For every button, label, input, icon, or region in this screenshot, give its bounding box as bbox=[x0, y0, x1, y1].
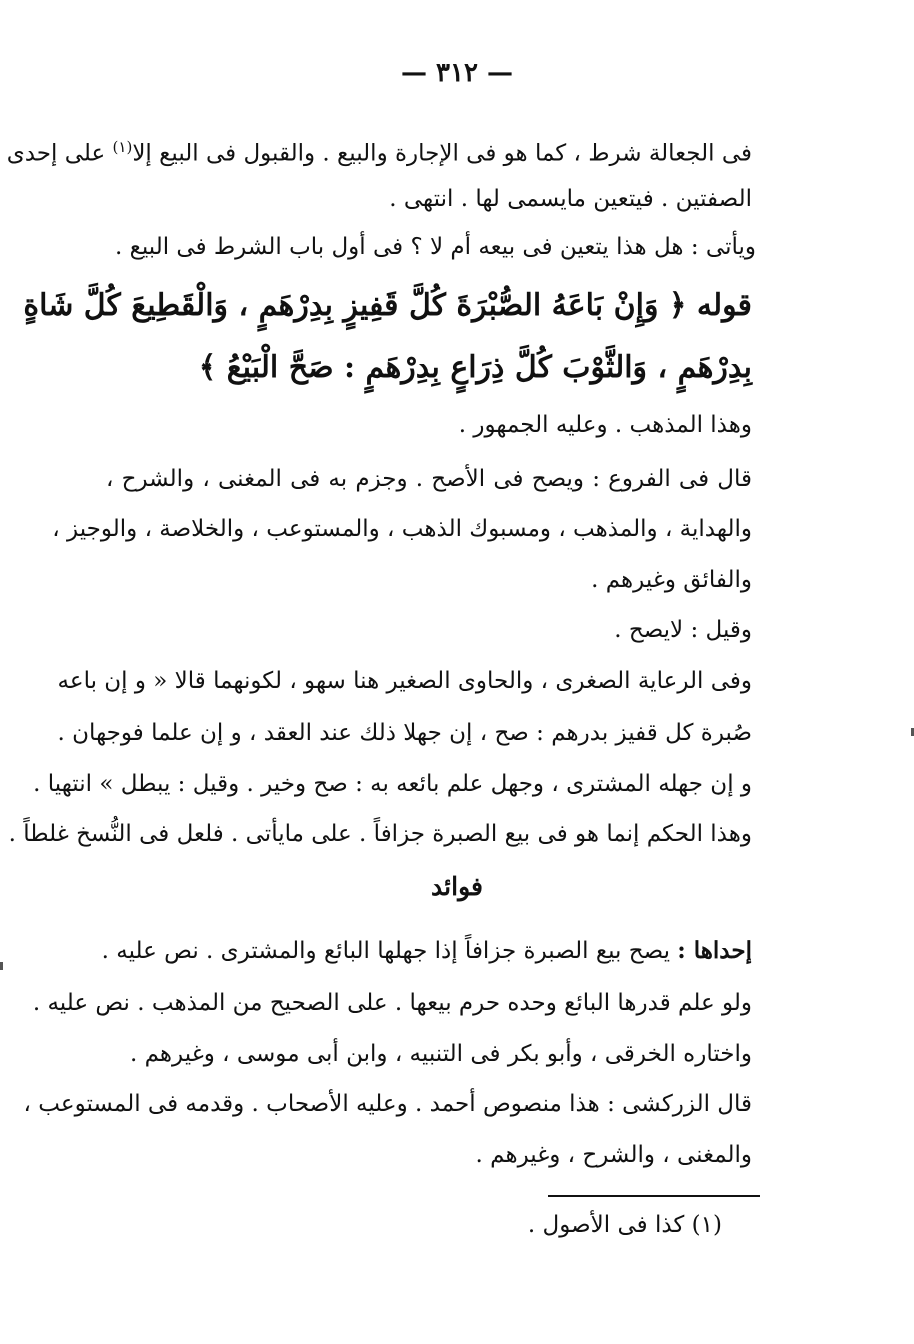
benefit-line-3: واختاره الخرقى ، وأبو بكر فى التنبيه ، وابن أبى موسى ، وغيرهم . bbox=[130, 1041, 752, 1067]
text-line-7: قال فى الفروع : ويصح فى الأصح . وجزم به فى المغنى ، والشرح ، bbox=[106, 466, 752, 492]
benefit-line-5: والمغنى ، والشرح ، وغيرهم . bbox=[475, 1142, 752, 1168]
text-line-8: والهداية ، والمذهب ، ومسبوك الذهب ، والمستوعب ، والخلاصة ، والوجيز ، bbox=[52, 516, 752, 542]
benefit-line-4: قال الزركشى : هذا منصوص أحمد . وعليه الأصحاب . وقدمه فى المستوعب ، bbox=[23, 1091, 752, 1117]
quoted-matn-line-2: بِدِرْهَمٍ ، وَالثَّوْبَ كُلَّ ذِرَاعٍ بِدِرْهَمٍ : صَحَّ الْبَيْعُ ﴾ bbox=[198, 350, 752, 385]
footnote-reference: (١) bbox=[112, 138, 133, 156]
text-line-9: والفائق وغيرهم . bbox=[591, 567, 752, 593]
text-line-1-end: على إحدى bbox=[6, 140, 106, 167]
text-line-1 bbox=[6, 130, 752, 171]
text-line-1-main: فى الجعالة شرط ، كما هو فى الإجارة والبيع . والقبول فى البيع إلا bbox=[132, 140, 752, 167]
text-line-3: ويأتى : هل هذا يتعين فى بيعه أم لا ؟ فى أول باب الشرط فى البيع . bbox=[114, 234, 756, 260]
page-number: — ٣١٢ — bbox=[400, 58, 514, 88]
text-line-12: صُبرة كل قفيز بدرهم : صح ، إن جهلا ذلك عند العقد ، و إن علما فوجهان . bbox=[57, 720, 752, 746]
text-line-10: وقيل : لايصح . bbox=[614, 617, 752, 643]
benefit-text-1: يصح بيع الصبرة جزافاً إذا جهلها البائع والمشترى . نص عليه . bbox=[101, 938, 670, 964]
text-line-2: الصفتين . فيتعين مايسمى لها . انتهى . bbox=[389, 186, 752, 212]
footnote-divider bbox=[548, 1195, 760, 1197]
text-line-13: و إن جهله المشترى ، وجهل علم بائعه به : صح وخير . وقيل : يبطل » انتهيا . bbox=[33, 771, 752, 797]
benefit-lead: إحداها : bbox=[677, 937, 752, 964]
text-line-11: وفى الرعاية الصغرى ، والحاوى الصغير هنا سهو ، لكونهما قالا « و إن باعه bbox=[57, 668, 752, 694]
text-line-14: وهذا الحكم إنما هو فى بيع الصبرة جزافاً . على مايأتى . فلعل فى النُّسخ غلطاً . bbox=[8, 821, 752, 847]
benefit-line-2: ولو علم قدرها البائع وحده حرم بيعها . على الصحيح من المذهب . نص عليه . bbox=[32, 990, 752, 1016]
scan-edge-mark bbox=[0, 962, 3, 970]
quoted-matn-line-1 bbox=[23, 284, 752, 328]
benefit-line-1 bbox=[101, 934, 752, 968]
quote-lead: قوله bbox=[696, 288, 752, 323]
quoted-matn-text-1: ﴿ وَإِنْ بَاعَهُ الصُّبْرَةَ كُلَّ قَفِيزٍ بِدِرْهَمٍ ، وَالْقَطِيعَ كُلَّ شَاةٍ bbox=[23, 288, 687, 323]
section-heading: فوائد bbox=[431, 872, 483, 901]
footnote: (١) كذا فى الأصول . bbox=[527, 1212, 722, 1238]
text-line-6: وهذا المذهب . وعليه الجمهور . bbox=[458, 412, 752, 438]
